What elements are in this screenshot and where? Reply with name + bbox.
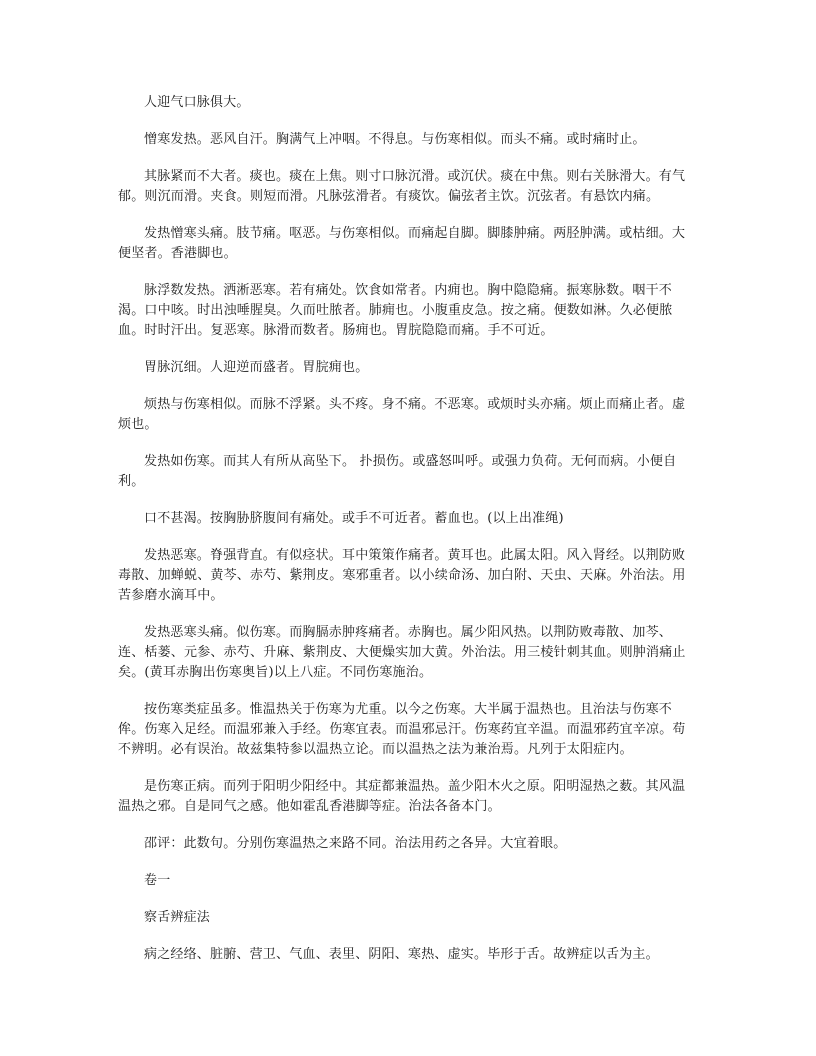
paragraph: 发热恶寒。脊强背直。有似痉状。耳中策策作痛者。黄耳也。此属太阳。风入肾经。以荆防败毒散、加蝉蜕、黄芩、赤芍、紫荆皮。寒邪重者。以小续命汤、加白附、天虫、天麻。外治法。用苦参磨水滴耳中。 [118, 548, 686, 603]
volume-heading: 卷一 [144, 873, 171, 888]
paragraph: 口不甚渴。按胸胁脐腹间有痛处。或手不可近者。蓄血也。(以上出准绳) [144, 511, 564, 526]
paragraph: 人迎气口脉俱大。 [144, 95, 250, 110]
paragraph: 按伤寒类症虽多。惟温热关于伤寒为尤重。以今之伤寒。大半属于温热也。且治法与伤寒不侔。伤寒入足经。而温邪兼入手经。伤寒宜表。而温邪忌汗。伤寒药宜辛温。而温邪药宜辛凉。苟不辨明。必有误治。故兹集特参以温热立论。而以温热之法为兼治焉。凡列于太阳症内。 [118, 702, 686, 757]
paragraph: 发热恶寒头痛。似伤寒。而胸膈赤肿疼痛者。赤胸也。属少阳风热。以荆防败毒散、加芩、连、栝蒌、元参、赤芍、升麻、紫荆皮、大便燥实加大黄。外治法。用三棱针刺其血。则肿消痛止矣。(黄耳赤胸出伤寒奥旨)以上八症。不同伤寒施治。 [118, 625, 686, 680]
paragraph: 脉浮数发热。洒淅恶寒。若有痛处。饮食如常者。内痈也。胸中隐隐痛。振寒脉数。咽干不渴。口中咳。时出浊唾腥臭。久而吐脓者。肺痈也。小腹重皮急。按之痛。便数如淋。久必便脓血。时时汗出。复恶寒。脉滑而数者。肠痈也。胃脘隐隐而痛。手不可近。 [118, 283, 673, 338]
paragraph: 胃脉沉细。人迎逆而盛者。胃脘痈也。 [144, 360, 369, 375]
paragraph: 其脉紧而不大者。痰也。痰在上焦。则寸口脉沉滑。或沉伏。痰在中焦。则右关脉滑大。有气郁。则沉而滑。夹食。则短而滑。凡脉弦滑者。有痰饮。偏弦者主饮。沉弦者。有悬饮内痛。 [118, 169, 686, 204]
paragraph: 烦热与伤寒相似。而脉不浮紧。头不疼。身不痛。不恶寒。或烦时头亦痛。烦止而痛止者。虚烦也。 [118, 397, 686, 432]
paragraph: 是伤寒正病。而列于阳明少阳经中。其症都兼温热。盖少阳木火之原。阳明湿热之薮。其风温温热之邪。自是同气之感。他如霍乱香港脚等症。治法各备本门。 [118, 779, 686, 814]
section-heading: 察舌辨症法 [144, 910, 211, 925]
document-body [118, 93, 698, 965]
paragraph: 发热如伤寒。而其人有所从高坠下。 扑损伤。或盛怒叫呼。或强力负荷。无何而病。小便自利。 [118, 454, 677, 489]
paragraph: 憎寒发热。恶风自汗。胸满气上冲咽。不得息。与伤寒相似。而头不痛。或时痛时止。 [144, 132, 646, 147]
commentary-paragraph: 邵评：此数句。分别伤寒温热之来路不同。治法用药之各异。大宜着眼。 [144, 836, 567, 851]
paragraph: 病之经络、脏腑、营卫、气血、表里、阴阳、寒热、虚实。毕形于舌。故辨症以舌为主。 [144, 947, 659, 962]
paragraph: 发热憎寒头痛。肢节痛。呕恶。与伤寒相似。而痛起自脚。脚膝肿痛。两胫肿满。或枯细。大便坚者。香港脚也。 [118, 226, 686, 261]
